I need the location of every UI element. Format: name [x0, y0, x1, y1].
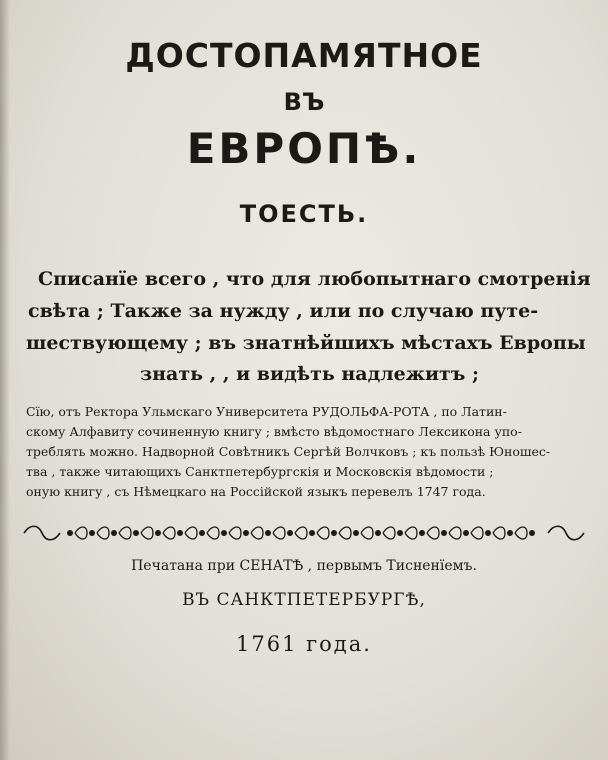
note-line: треблять можно. Надворной Совѣтникъ Сергѣй Волчковъ ; къ пользѣ Юношес-	[26, 444, 551, 459]
imprint-line-1: Печатана при СЕНАТѢ , первымъ Тисненїемъ.	[131, 558, 477, 574]
description-line: шествующему ; въ знатнѣйшихъ мѣстахъ Европы	[26, 332, 586, 354]
note-line: Сїю, отъ Ректора Ульмскаго Университета РУДОЛЬФА-РОТА , по Латин-	[26, 404, 507, 419]
title-line-3: ЕВРОПѢ.	[186, 124, 422, 173]
note-line: тва , также читающихъ Санктпетербургскія и Московскія вѣдомости ;	[26, 464, 494, 479]
title-line-2: ВЪ	[283, 88, 325, 116]
description-line: свѣта ; Также за нужду , или по случаю путе-	[28, 300, 539, 322]
description-line: знать , , и видѣть надлежитъ ;	[140, 363, 480, 385]
description-line: Списанїе всего , что для любопытнаго смотренія	[38, 268, 591, 290]
title-line-1: ДОСТОПАМЯТНОЕ	[125, 36, 483, 75]
note-line: оную книгу , съ Нѣмецкаго на Россійской языкъ перевелъ 1747 года.	[26, 484, 486, 499]
imprint-line-2: ВЪ САНКТПЕТЕРБУРГѢ,	[182, 590, 426, 610]
title-line-4: ТОЕСТЬ.	[239, 200, 369, 228]
note-line: скому Алфавиту сочиненную книгу ; вмѣсто вѣдомостнаго Лексикона упо-	[26, 424, 522, 439]
imprint-year: 1761 года.	[236, 632, 372, 656]
ornament-divider-icon	[20, 522, 588, 544]
